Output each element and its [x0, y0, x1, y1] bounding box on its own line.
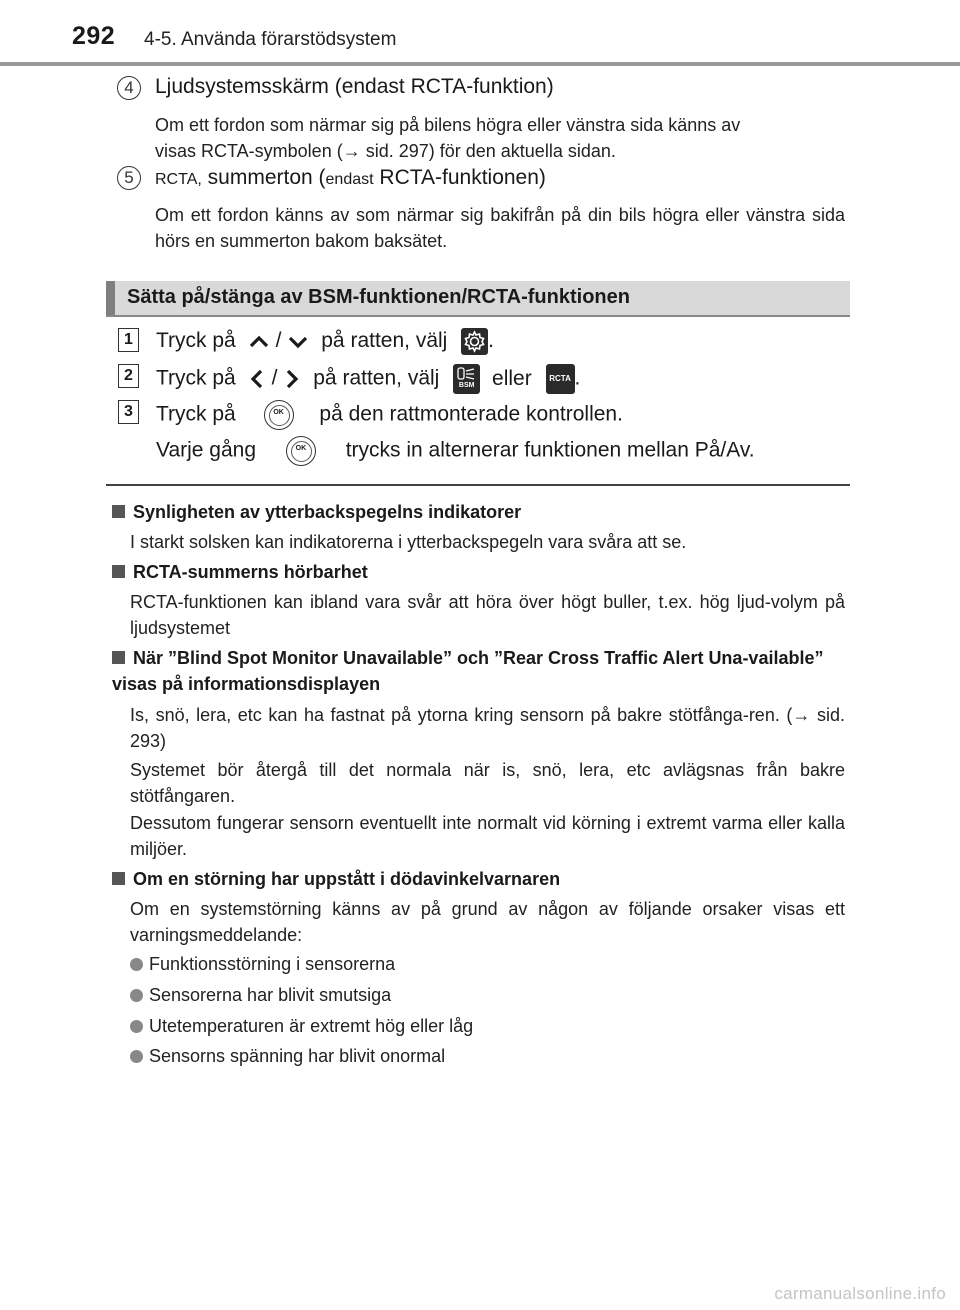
- note-heading: [112, 866, 560, 892]
- callout-number-4: 4: [117, 76, 141, 100]
- list-item-text: Sensorerna har blivit smutsiga: [149, 985, 392, 1005]
- chapter-title: 4-5. Använda förarstödsystem: [144, 29, 397, 50]
- step-number-1: 1: [118, 328, 139, 352]
- bsm-icon: [453, 364, 480, 394]
- arrow-icon: →: [342, 141, 361, 161]
- note-heading-text: RCTA-summerns hörbarhet: [133, 562, 368, 582]
- note-heading-text: Synligheten av ytterbackspegelns indikatorer: [133, 502, 522, 522]
- rcta-icon-label: RCTA: [549, 374, 571, 383]
- note-heading: [112, 559, 368, 585]
- step-2-or: eller: [492, 366, 532, 390]
- list-item: [130, 1043, 445, 1069]
- section-header: [106, 281, 850, 315]
- step-2-post: på ratten, välj: [307, 366, 440, 390]
- item-4-title: Ljudsystemsskärm (endast RCTA-funktion): [155, 75, 554, 98]
- square-bullet-icon: [112, 565, 125, 578]
- item-4-body-text: visas RCTA-symbolen (: [155, 141, 343, 161]
- step-2-sep: /: [271, 366, 278, 390]
- arrow-icon: →: [792, 705, 811, 725]
- list-item-text: Sensorns spänning har blivit onormal: [149, 1046, 446, 1066]
- step-2-text: [156, 364, 580, 394]
- chevron-left-icon: [242, 367, 272, 391]
- item-5-title-part: RCTA,: [155, 171, 202, 188]
- item-5-title: [155, 166, 546, 190]
- item-5-title-part: summerton (: [201, 166, 326, 189]
- step-1-post: på ratten, välj: [315, 329, 448, 353]
- step-3-followup-pre: Varje gång: [156, 438, 257, 462]
- item-4-body-line1: Om ett fordon som närmar sig på bilens högra eller vänstra sida känns av: [155, 115, 741, 135]
- item-5-title-part: endast: [325, 171, 374, 188]
- ok-label: OK: [295, 445, 307, 452]
- step-3-text: [156, 400, 623, 430]
- note-body: RCTA-funktionen kan ibland vara svår att höra över högt buller, t.ex. hög ljud-volym på ljudsystemet: [130, 592, 845, 638]
- circle-bullet-icon: [130, 1050, 143, 1063]
- note-heading-text: När ”Blind Spot Monitor Unavailable” och ”Rear Cross Traffic Alert Una-vailable” visas på informationsdisplayen: [112, 648, 824, 694]
- step-number-3: 3: [118, 400, 139, 424]
- note-body: [130, 702, 845, 754]
- item-4-body-line2: [155, 138, 845, 164]
- watermark: carmanualsonline.info: [774, 1284, 946, 1303]
- chevron-up-icon: [242, 332, 276, 352]
- section-header-accent: [106, 281, 115, 315]
- ok-button-icon: [264, 400, 294, 430]
- step-3-followup-post: trycks in alternerar funktionen mellan På/Av.: [345, 438, 755, 462]
- step-1-sep: /: [275, 329, 282, 353]
- step-2-pre: Tryck på: [156, 366, 236, 390]
- step-3-followup: [156, 436, 755, 466]
- item-5-body: Om ett fordon känns av som närmar sig bakifrån på din bils högra eller vänstra sida hörs en summerton bakom baksätet.: [155, 205, 845, 251]
- list-item-text: Utetemperaturen är extremt hög eller låg: [149, 1016, 474, 1036]
- circle-bullet-icon: [130, 1020, 143, 1033]
- step-1-pre: Tryck på: [156, 329, 236, 353]
- list-item: [130, 1013, 473, 1039]
- section-divider: [106, 484, 850, 486]
- circle-bullet-icon: [130, 958, 143, 971]
- circle-bullet-icon: [130, 989, 143, 1002]
- step-3-pre: Tryck på: [156, 402, 236, 426]
- section-title: Sätta på/stänga av BSM-funktionen/RCTA-funktionen: [127, 286, 630, 308]
- note-heading: [112, 645, 847, 697]
- list-item: [130, 951, 395, 977]
- item-5-title-part: RCTA-funktionen): [373, 166, 546, 189]
- note-body: Dessutom fungerar sensorn eventuellt inte normalt vid körning i extremt varma eller kalla miljöer.: [130, 813, 845, 859]
- item-4-page-ref[interactable]: sid. 297) för den aktuella sidan.: [360, 141, 616, 161]
- square-bullet-icon: [112, 872, 125, 885]
- page-number: 292: [72, 22, 116, 50]
- chevron-down-icon: [281, 332, 315, 352]
- ok-label: OK: [273, 409, 284, 416]
- step-1-text: [156, 328, 494, 355]
- square-bullet-icon: [112, 505, 125, 518]
- step-3-post: på den rattmonterade kontrollen.: [319, 402, 623, 426]
- note-body: Om en systemstörning känns av på grund av någon av följande orsaker visas ett varningsmeddelande:: [130, 899, 845, 945]
- square-bullet-icon: [112, 651, 125, 664]
- settings-gear-icon: [461, 328, 488, 355]
- list-item-text: Funktionsstörning i sensorerna: [149, 954, 396, 974]
- callout-number-5: 5: [117, 166, 141, 190]
- note-body: I starkt solsken kan indikatorerna i ytterbackspegeln vara svåra att se.: [130, 532, 687, 552]
- note-body: Systemet bör återgå till det normala när is, snö, lera, etc avlägsnas från bakre stötfångaren.: [130, 760, 845, 806]
- step-number-2: 2: [118, 364, 139, 388]
- chevron-right-icon: [277, 367, 307, 391]
- bsm-icon-label: BSM: [458, 382, 475, 389]
- page-ref-link[interactable]: sid. 293): [130, 705, 845, 751]
- note-heading-text: Om en störning har uppstått i dödavinkelvarnaren: [133, 869, 561, 889]
- note-heading: [112, 499, 521, 525]
- rcta-icon: [546, 364, 575, 394]
- note-text: Is, snö, lera, etc kan ha fastnat på ytorna kring sensorn på bakre stötfånga-ren. (: [130, 705, 793, 725]
- section-rule: [106, 315, 850, 317]
- step-2-end: .: [574, 366, 581, 390]
- list-item: [130, 982, 391, 1008]
- item-4-body: [155, 112, 845, 164]
- ok-button-icon: [286, 436, 316, 466]
- header-rule: [0, 62, 960, 66]
- step-1-end: .: [488, 329, 495, 353]
